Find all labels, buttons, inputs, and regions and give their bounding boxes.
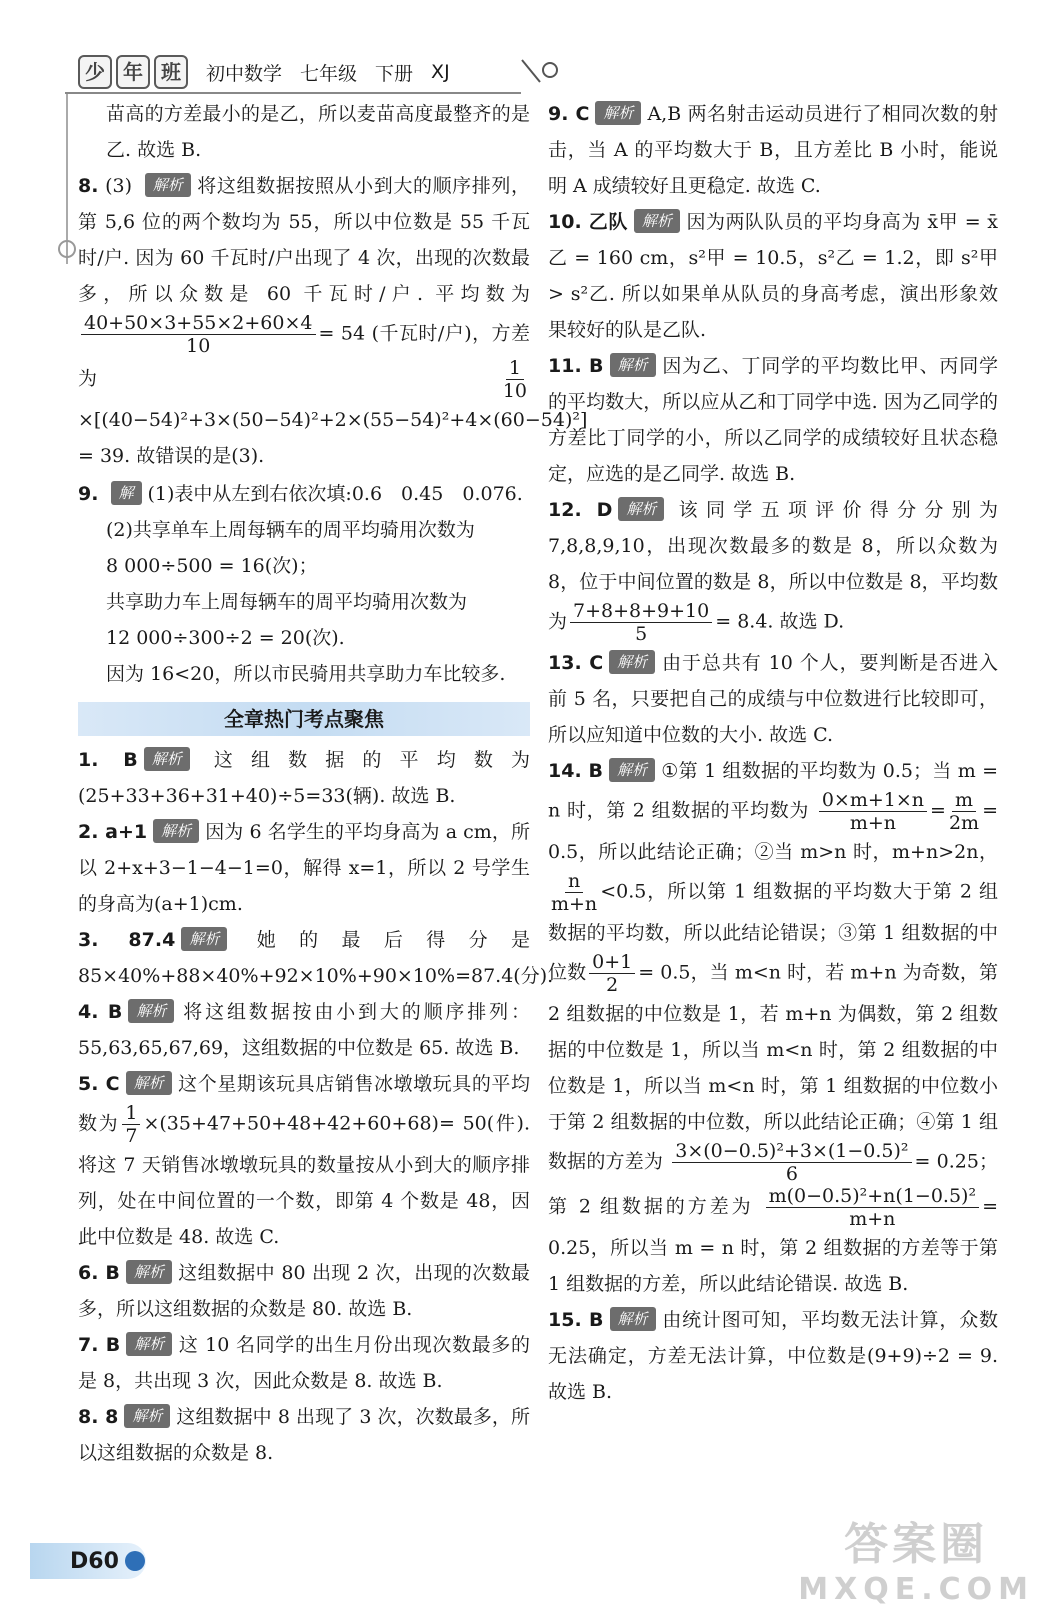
analysis-tag: 解析: [610, 1307, 656, 1331]
answer-2: 2. a+1 解析 因为 6 名学生的平均身高为 a cm，所以 2+x+3−1−4−1=0，解得 x=1，所以 2 号学生的身高为(a+1)cm.: [78, 821, 531, 915]
answer-9: [78, 476, 530, 692]
watermark-line1: 答案圈: [844, 1519, 989, 1570]
watermark-line2: MXQE.COM: [798, 1572, 1034, 1607]
analysis-tag: 解析: [126, 1071, 172, 1095]
analysis-tag: 解析: [634, 209, 680, 233]
watermark: [798, 1508, 1034, 1607]
page-dot-icon: [125, 1551, 145, 1571]
fraction: $\frac{0+1}{2}$: [589, 951, 635, 996]
answer-text: 8 000÷500 = 16(次)；: [106, 555, 318, 577]
answer-6: 6. B 解析 这组数据中 80 出现 2 次，出现的次数最多，所以这组数据的众数是 80. 故选 B.: [78, 1262, 530, 1320]
margin-line: [66, 94, 68, 264]
answer-text: ×[(40−54)²+3×(50−54)²+2×(55−54)²+4×(60−54)²] = 39. 故错误的是(3).: [78, 409, 588, 467]
header-subject: 初中数学: [206, 62, 283, 85]
analysis-tag: 解析: [128, 999, 174, 1023]
margin-pin-icon: [58, 240, 76, 258]
answer-text: (2)共享单车上周每辆车的周平均骑用次数为: [106, 519, 475, 541]
answer-number: 8.: [78, 175, 99, 197]
answer-choice: (3): [105, 175, 133, 197]
page-number: [30, 1543, 146, 1579]
answer-13: 13. C 解析 由于总共有 10 个人，要判断是否进入前 5 名，只要把自己的成绩与中位数进行比较即可，所以应知道中位数的大小. 故选 C.: [548, 652, 998, 746]
answer-1: 1. B 解析 这组数据的平均数为(25+33+36+31+40)÷5=33(辆). 故选 B.: [78, 749, 530, 807]
continued-answer: 苗高的方差最小的是乙，所以麦苗高度最整齐的是乙. 故选 B.: [106, 103, 530, 161]
answer-number: 9.: [78, 483, 99, 505]
answer-4: 4. B 解析 将这组数据按由小到大的顺序排列：55,63,65,67,69，这组数据的中位数是 65. 故选 B.: [78, 1001, 530, 1059]
analysis-tag: 解析: [153, 819, 199, 843]
answer-11: 11. B 解析 因为乙、丁同学的平均数比甲、丙同学的平均数大，所以应从乙和丁同学中选. 因为乙同学的方差比丁同学的小，所以乙同学的成绩较好且状态稳定，应选的是乙同学. 故选 B.: [548, 355, 998, 485]
answer-text: = 54 (千瓦时/户)，方差为: [78, 322, 530, 390]
answer-5: 5. C 解析 这个星期该玩具店销售冰墩墩玩具的平均数为 $\frac{1}{7}$ ×(35+47+50+48+42+60+68)= 50(件). 将这 7 天销售冰墩墩玩具的数量按从小到大的顺序排列，处在中间位置的一个数，即第 4 个数是 48，因此中位数是 48. 故选 C.: [78, 1073, 530, 1248]
answer-text: 共享助力车上周每辆车的周平均骑用次数为: [106, 591, 468, 613]
fraction: $\frac{\text{m(0−0.5)²+n(1−0.5)²}}{m+n}$: [766, 1185, 980, 1230]
fraction: $\frac{1}{10}$: [502, 357, 527, 402]
analysis-tag: 解析: [181, 927, 227, 951]
pencil-icon: [520, 56, 560, 86]
analysis-tag: 解析: [145, 173, 191, 197]
solution-tag: 解: [111, 481, 142, 505]
analysis-tag: 解析: [144, 747, 190, 771]
page-number-text: D60: [70, 1548, 119, 1574]
analysis-tag: 解析: [609, 758, 655, 782]
page-header: [78, 54, 450, 90]
answer-text: 将这组数据按照从小到大的顺序排列，第 5,6 位的两个数均为 55，所以中位数是 55 千瓦时/户. 因为 60 千瓦时/户出现了 4 次，出现的次数最多，所以众数是 60 千瓦时/户. 平均数为: [78, 175, 530, 305]
answer-14: 14. B 解析 ①第 1 组数据的平均数为 0.5；当 m = n 时，第 2 组数据的平均数为 $\frac{0\times m+1\times n}{m+n}$ = $\frac{m}{2m}$ = 0.5，所以此结论正确；②当 m>n 时，m+n>2n， $\frac{n}{m+n}$ <0.5，所以第 1 组数据的平均数大于第 2 组数据的平均数，所以此结论错误；③第 1 组数据的中位数 $\frac{0+1}{2}$ = 0.5，当 m<n 时，若 m+n 为奇数，第 2 组数据的中位数是 1，若 m+n 为偶数，第 2 组数据的中位数是 1，所以当 m<n 时，第 2 组数据的中位数是 1，所以当 m<n 时，第 1 组数据的中位数小于第 2 组数据的中位数，所以此结论正确；④第 1 组数据的方差为 $\frac{\text{3×(0−0.5)²+3×(1−0.5)²}}{6}$ = 0.25；第 2 组数据的方差为 $\frac{\text{m(0−0.5)²+n(1−0.5)²}}{m+n}$ = 0.25，所以当 m = n 时，第 2 组数据的方差等于第 1 组数据的方差，所以此结论错误. 故选 B.: [548, 760, 998, 1295]
brand-char-1: 少: [78, 55, 112, 89]
right-column: [548, 96, 998, 1410]
fraction: $\frac{\text{3×(0−0.5)²+3×(1−0.5)²}}{6}$: [672, 1140, 911, 1185]
analysis-tag: 解析: [126, 1332, 172, 1356]
header-grade: 七年级: [300, 62, 358, 85]
fraction: $\frac{40+50\times 3+55\times 2+60\times 4}{10}$: [81, 312, 316, 357]
fraction: $\frac{1}{7}$: [122, 1102, 140, 1147]
brand-char-3: 班: [154, 55, 188, 89]
analysis-tag: 解析: [618, 497, 664, 521]
answer-9b: 9. C 解析 A,B 两名射击运动员进行了相同次数的射击，当 A 的平均数大于 B，且方差比 B 小时，能说明 A 成绩较好且更稳定. 故选 C.: [548, 103, 998, 197]
header-edition: XJ: [431, 61, 450, 83]
fraction: $\frac{m}{2m}$: [948, 789, 980, 834]
analysis-tag: 解析: [609, 650, 655, 674]
analysis-tag: 解析: [595, 101, 641, 125]
answer-7: 7. B 解析 这 10 名同学的出生月份出现次数最多的是 8，共出现 3 次，因此众数是 8. 故选 B.: [78, 1334, 530, 1392]
answer-12: 12. D 解析 该同学五项评价得分分别为 7,8,8,9,10，出现次数最多的数是 8，所以众数为 8，位于中间位置的数是 8，所以中位数是 8，平均数为 $\frac{7+8+8+9+10}{5}$ = 8.4. 故选 D.: [548, 499, 998, 645]
answer-text: 因为 16<20，所以市民骑用共享助力车比较多.: [106, 663, 506, 685]
answer-8: [78, 168, 588, 474]
analysis-tag: 解析: [126, 1260, 172, 1284]
answer-8b: 8. 8 解析 这组数据中 8 出现了 3 次，次数最多，所以这组数据的众数是 8.: [78, 1406, 530, 1464]
answer-text: (1)表中从左到右依次填:0.6 0.45 0.076.: [147, 483, 523, 505]
section-title: 全章热门考点聚焦: [78, 702, 530, 736]
fraction: $\frac{7+8+8+9+10}{5}$: [570, 600, 712, 645]
answer-10: 10. 乙队 解析 因为两队队员的平均身高为 x̄甲 = x̄乙 = 160 cm，s²甲 = 10.5，s²乙 = 1.2，即 s²甲 > s²乙. 所以如果单从队员的身高考虑，演出形象效果较好的队是乙队.: [548, 211, 998, 341]
analysis-tag: 解析: [610, 353, 656, 377]
brand-logo: [78, 55, 188, 89]
answer-3: 3. 87.4 解析 她的最后得分是 85×40%+88×40%+92×10%+90×10%=87.4(分).: [78, 929, 554, 987]
header-volume: 下册: [375, 62, 414, 85]
fraction: $\frac{0\times m+1\times n}{m+n}$: [819, 789, 927, 834]
answer-15: 15. B 解析 由统计图可知，平均数无法计算，众数无法确定，方差无法计算，中位数是(9+9)÷2 = 9. 故选 B.: [548, 1309, 998, 1403]
fraction: $\frac{n}{m+n}$: [551, 870, 598, 915]
answer-text: 12 000÷300÷2 = 20(次).: [106, 627, 345, 649]
brand-char-2: 年: [116, 55, 150, 89]
analysis-tag: 解析: [124, 1404, 170, 1428]
